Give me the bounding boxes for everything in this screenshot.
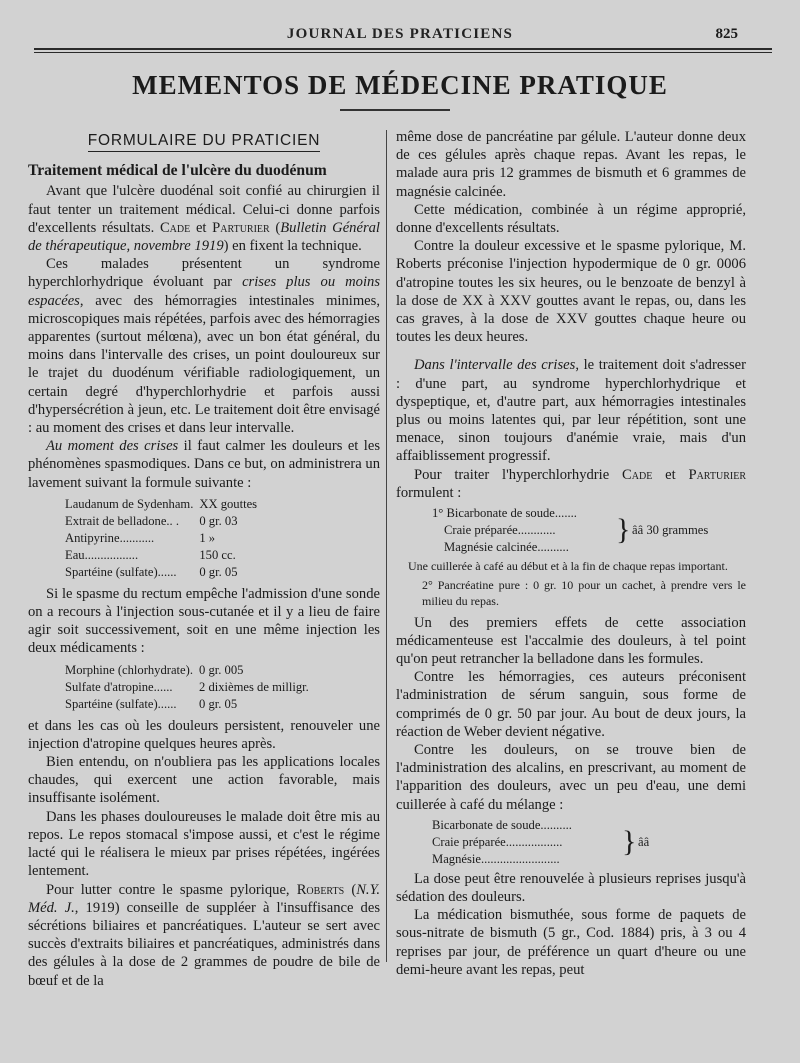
prescription-row: Sulfate d'atropine...... 2 dixièmes de milligr. — [65, 679, 309, 694]
section-title: FORMULAIRE DU PRATICIEN — [28, 132, 380, 152]
left-column — [28, 128, 380, 990]
prescription-row: Extrait de belladone.. . 0 gr. 03 — [65, 513, 238, 528]
paragraph: Pour lutter contre le spasme pylorique, Roberts (N.Y. Méd. J., 1919) conseille de suppléer à l'insuffisance des sécrétions biliaires et pancréatiques. L'auteur se sert avec succès d'extraits biliaires et pancréatiques, administrés dans des gélules à la dose de 2 grammes de poudre de bile de bœuf et de la — [28, 881, 380, 989]
title-rule — [340, 109, 450, 111]
paragraph: Cette médication, combinée à un régime approprié, donne d'excellents résultats. — [396, 201, 746, 237]
paragraph: et dans les cas où les douleurs persistent, renouveler une injection d'atropine quelques heures après. — [28, 717, 380, 752]
brace: } — [622, 824, 637, 858]
formula-notes: Une cuillerée à café au début et à la fin de chaque repas important. 2° Pancréatine pure : 0 gr. 10 pour un cachet, à prendre vers le milieu du repas. — [408, 559, 746, 609]
prescription-row: Spartéine (sulfate)...... 0 gr. 05 — [65, 696, 238, 711]
author-name: Parturier — [688, 466, 746, 483]
header-rule — [34, 48, 772, 50]
prescription-injection — [65, 662, 315, 713]
paragraph: Contre les hémorragies, ces auteurs préconisent l'administration de sérum sanguin, sous forme de comprimés de 0 gr. 50 par jour. Au bout de deux jours, la réaction de Weber devient négative. — [396, 669, 746, 740]
paragraph: Si le spasme du rectum empêche l'admission d'une sonde on a recours à l'injection sous-cutanée et il y a lieu de faire agir soit successivement, soit en une même injection les deux médicaments : — [28, 585, 380, 657]
paragraph: La dose peut être renouvelée à plusieurs reprises jusqu'à sédation des douleurs. — [396, 870, 746, 905]
reference: Bulletin Général de thérapeutique, novembre 1919 — [28, 219, 380, 255]
formula-hyperchlorhydrie: 1° Bicarbonate de soude....... Craie préparée............ Magnésie calcinée.......... } ââ 30 grammes — [432, 506, 709, 555]
prescription-lavement — [65, 496, 263, 581]
paragraph: Bien entendu, on n'oubliera pas les applications locales chaudes, qui exercent une action favorable, mais insuffisante isolément. — [28, 754, 380, 807]
formula-dose: ââ — [638, 834, 650, 849]
formula-alcalins: Bicarbonate de soude.......... Craie préparée.................. Magnésie......................... } ââ — [432, 817, 650, 866]
page-header — [0, 26, 800, 46]
prescription-row: Eau................. 150 cc. — [65, 547, 236, 562]
paragraph: Au moment des crises il faut calmer les douleurs et les phénomènes spasmodiques. Dans ce but, on administrera un lavement suivant la formule suivante : — [28, 438, 380, 491]
column-divider — [386, 130, 387, 962]
prescription-row: Antipyrine........... 1 » — [65, 530, 216, 545]
prescription-row: Morphine (chlorhydrate). 0 gr. 005 — [65, 662, 244, 677]
paragraph: Ces malades présentent un syndrome hyperchlorhydrique évoluant par crises plus ou moins espacées, avec des hémorragies intestinales minimes, microscopiques mais répétées, parfois avec des hémorragies apparentes (surtout mélœna), avec un bon état général, du moins dans l'intervalle des crises, un point douloureux sur le trajet du duodénum vérifiable radiologiquement, un certain degré d'hyperchlorhydrie et parfois aussi d'hypersécrétion à jeun, etc. Le traitement doit être envisagé : au moment des crises et dans leur intervalle. — [28, 256, 381, 437]
prescription-row: Spartéine (sulfate)...... 0 gr. 05 — [65, 564, 238, 579]
brace: } — [616, 513, 631, 547]
main-title: MEMENTOS DE MÉDECINE PRATIQUE — [132, 70, 668, 100]
paragraph: Pour traiter l'hyperchlorhydrie Cade et Parturier formulent : — [396, 466, 746, 501]
paragraph: Dans l'intervalle des crises, le traitement doit s'adresser : d'une part, au syndrome hyperchlorhydrique et dyspeptique, et, d'autre part, aux hémorragies intestinales plus ou moins latentes qui, par leur répétition, sont une menace, sinon toujours d'anémie vraie, mais d'un affaiblissement progressif. — [396, 357, 746, 465]
paragraph: La médication bismuthée, sous forme de paquets de sous-nitrate de bismuth (5 gr., Cod. 1884) pris, à 3 ou 4 reprises par jour, de préférence un quart d'heure ou une demi-heure avant les repas, peut — [396, 907, 746, 978]
paragraph: même dose de pancréatine par gélule. L'auteur donne deux de ces gélules après chaque repas. Avant les repas, le malade aura pris 12 grammes de bismuth et 6 grammes de magnésie calcinée. — [396, 129, 746, 200]
author-name: Parturier — [212, 219, 270, 236]
author-name: Roberts — [296, 881, 345, 898]
paragraph: Dans les phases douloureuses le malade doit être mis au repos. Le repos stomacal s'impose aussi, et c'est le régime lacté qui le réalisera le mieux par prises répétées, ingérées lentement. — [28, 808, 380, 880]
journal-name: JOURNAL DES PRATICIENS — [286, 26, 514, 42]
paragraph: Avant que l'ulcère duodénal soit confié au chirurgien il faut tenter un traitement médical. Celui-ci donne parfois d'excellents résultats. Cade et Parturier (Bulletin Général de thérapeutique, novembre 1919) en fixent la technique. — [28, 183, 380, 255]
reference: N.Y. Méd. J. — [28, 881, 380, 916]
prescription-row: Laudanum de Sydenham. XX gouttes — [65, 496, 258, 511]
author-name: Cade — [159, 219, 191, 236]
header-rule-thin — [34, 52, 772, 53]
article-title: Traitement médical de l'ulcère du duodénum — [28, 162, 327, 180]
paragraph: Contre la douleur excessive et le spasme pylorique, M. Roberts préconise l'injection hypodermique de 0 gr. 0006 d'atropine toutes les six heures, ou le benzoate de benzyl à la dose de XX à XXV gouttes avant le repas, ou, dans les cas graves, à la dose de XXV gouttes chaque heure ou toutes les deux heures. — [396, 238, 746, 346]
paragraph: Un des premiers effets de cette association médicamenteuse est l'accalmie des douleurs, à tel point qu'on peut retrancher la belladone dans les formules. — [396, 614, 746, 667]
formula-dose: ââ 30 grammes — [632, 523, 709, 538]
page-number: 825 — [715, 26, 738, 42]
right-column — [396, 128, 746, 979]
paragraph: Contre les douleurs, on se trouve bien de l'administration des alcalins, en prescrivant, au moment de l'apparition des douleurs, avec un peu d'eau, une demi cuillerée à café du mélange : — [396, 741, 746, 813]
author-name: Cade — [622, 466, 653, 483]
